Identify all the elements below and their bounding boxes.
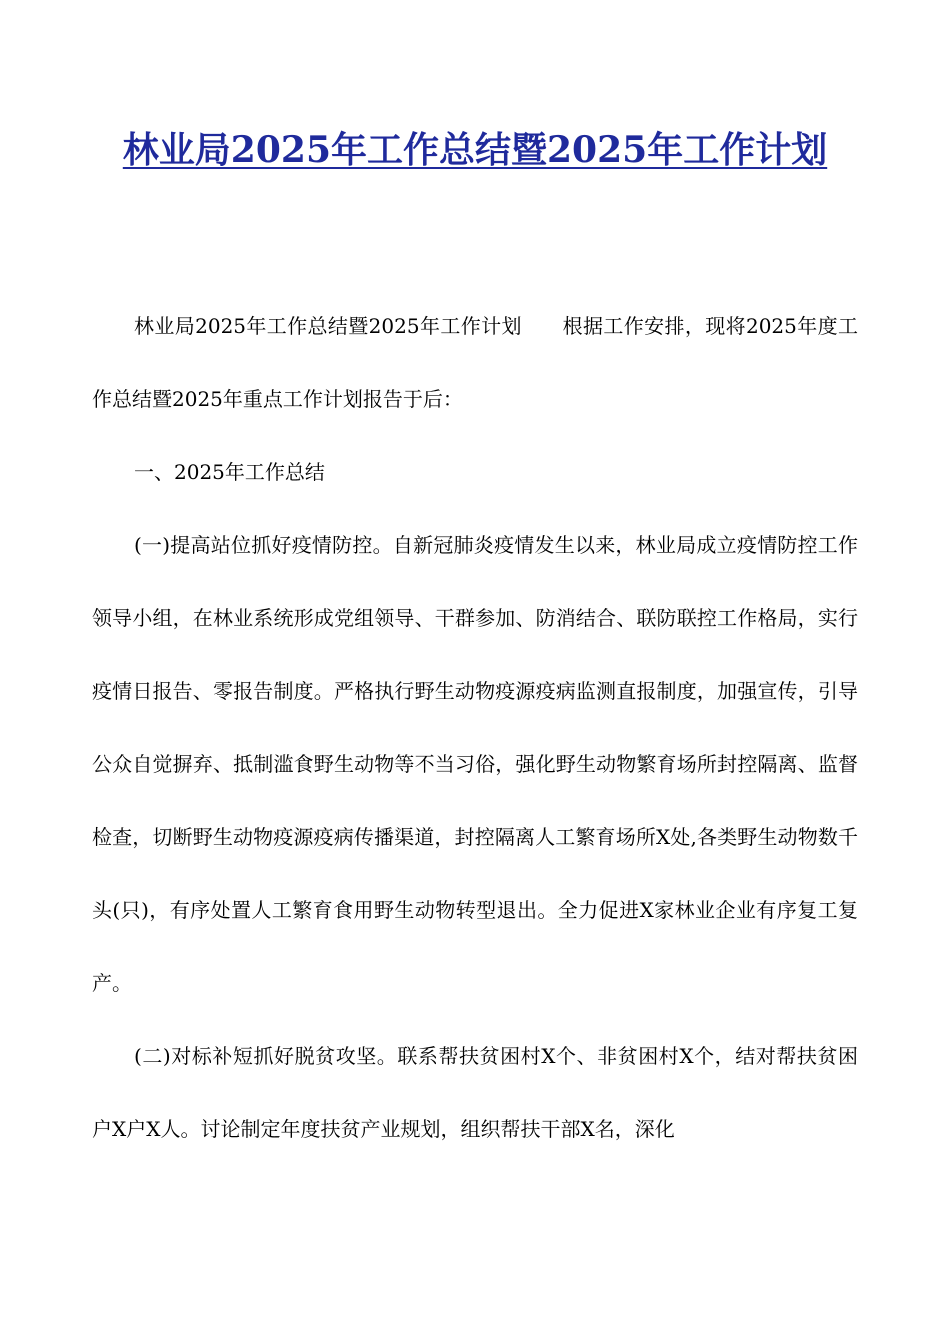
section-heading: 一、2025年工作总结 [134, 460, 325, 484]
paragraph-intro: 林业局2025年工作总结暨2025年工作计划 根据工作安排，现将2025年度工作总结暨2025年重点工作计划报告于后： [92, 314, 858, 411]
paragraph-poverty-alleviation: (二)对标补短抓好脱贫攻坚。联系帮扶贫困村X个、非贫困村X个，结对帮扶贫困户X户X人。讨论制定年度扶贫产业规划，组织帮扶干部X名，深化 [92, 1044, 858, 1141]
document-title: 林业局2025年工作总结暨2025年工作计划 [122, 129, 828, 171]
paragraph-epidemic-control: (一)提高站位抓好疫情防控。自新冠肺炎疫情发生以来，林业局成立疫情防控工作领导小组，在林业系统形成党组领导、干群参加、防消结合、联防联控工作格局，实行疫情日报告、零报告制度。严格执行野生动物疫源疫病监测直报制度，加强宣传，引导公众自觉摒弃、抵制滥食野生动物等不当习俗，强化野生动物繁育场所封控隔离、监督检查，切断野生动物疫源疫病传播渠道，封控隔离人工繁育场所X处,各类野生动物数千头(只)，有序处置人工繁育食用野生动物转型退出。全力促进X家林业企业有序复工复产。 [92, 533, 858, 995]
document-body [92, 290, 858, 1166]
